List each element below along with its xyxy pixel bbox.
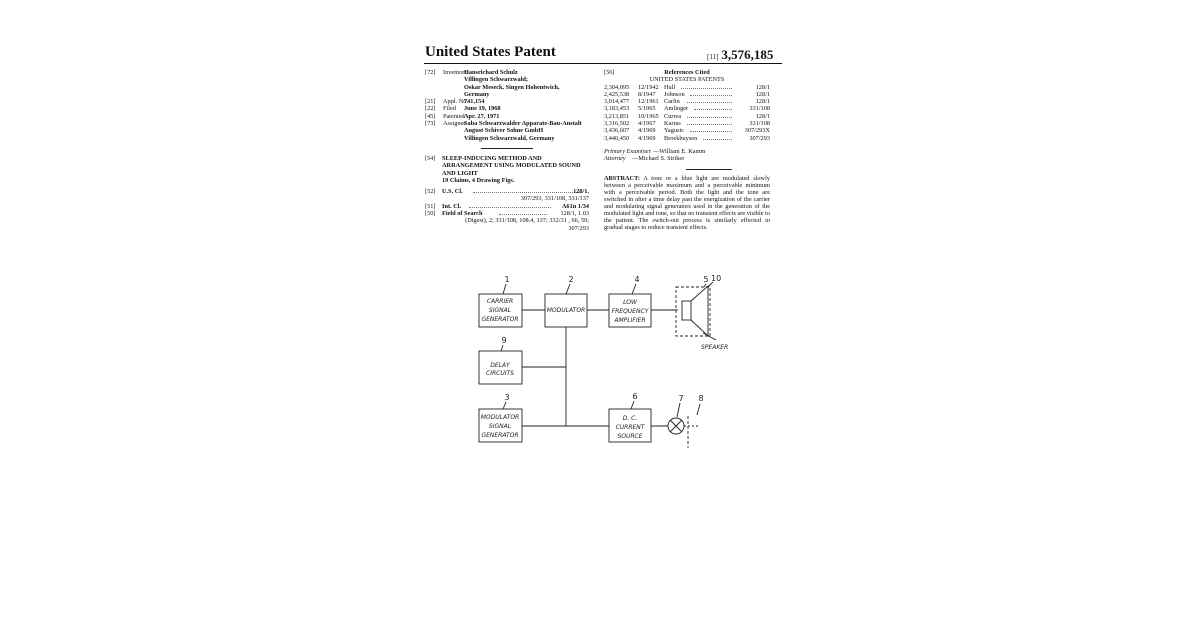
ref-numeral-2: 2 bbox=[568, 275, 574, 284]
intcl-label: Int. Cl. bbox=[442, 202, 462, 210]
carrier-signal-generator-label bbox=[481, 298, 518, 323]
inventors-label: Inventors bbox=[443, 69, 467, 76]
reference-name: Yagusic bbox=[664, 127, 685, 135]
search-label: Field of Search bbox=[442, 210, 483, 218]
inventor-line: Hansrichard Schulz bbox=[464, 69, 518, 76]
reference-number: 2,425,538 bbox=[604, 90, 630, 98]
ref-numeral-5: 5 bbox=[703, 275, 709, 284]
reference-name: Carlin bbox=[664, 98, 680, 106]
reference-class: 331/108 bbox=[749, 120, 770, 128]
reference-name: Broekhuysen bbox=[664, 134, 698, 142]
filed-value: June 19, 1968 bbox=[464, 105, 501, 113]
reference-name: Hull bbox=[664, 83, 676, 91]
intcl-code: [51] bbox=[425, 202, 436, 210]
reference-class: 128/1 bbox=[755, 90, 770, 98]
patent-title: United States Patent bbox=[425, 44, 556, 60]
assignee-line: Saba Schwarzwalder Apparate-Bau-Anstalt bbox=[464, 120, 582, 128]
dc-current-source-label bbox=[616, 415, 646, 440]
modulator-label: MODULATOR bbox=[546, 307, 586, 314]
low-frequency-amplifier-label bbox=[612, 299, 650, 324]
search-more: (Digest), 2; 331/108, 108.4, 137; 332/31 , 66, 50; bbox=[465, 217, 589, 225]
modulator-signal-generator-label bbox=[481, 414, 519, 439]
reference-name: Amlinger bbox=[664, 105, 689, 113]
reference-number: 3,440,450 bbox=[604, 134, 630, 142]
reference-class: 307/293 bbox=[749, 134, 770, 142]
block-label-line: FREQUENCY bbox=[611, 308, 649, 315]
leader-1 bbox=[503, 284, 506, 294]
leader-7 bbox=[677, 403, 680, 417]
attorney-label: Attorney bbox=[604, 155, 626, 163]
ref-numeral-7: 7 bbox=[678, 394, 684, 403]
block-label-line: CARRIER bbox=[486, 298, 514, 305]
block-label-line: SOURCE bbox=[617, 433, 643, 440]
filed-code: [22] bbox=[425, 105, 436, 113]
delay-circuits-label bbox=[486, 362, 514, 377]
block-label-line: D. C. bbox=[622, 415, 638, 422]
abstract-label: ABSTRACT: bbox=[604, 174, 640, 182]
inventor-line: Villingen Schwarzwald; bbox=[464, 76, 528, 84]
patent-number-code: [11] bbox=[707, 53, 719, 61]
refs-subtitle: UNITED STATES PATENTS bbox=[649, 76, 725, 84]
ref-numeral-3: 3 bbox=[504, 393, 510, 402]
reference-class: 331/108 bbox=[749, 105, 770, 113]
reference-date: 8/1947 bbox=[638, 90, 656, 98]
ref-numeral-4: 4 bbox=[634, 275, 640, 284]
assignee-code: [73] bbox=[425, 120, 436, 128]
invention-title-line: ARRANGEMENT USING MODULATED SOUND bbox=[442, 162, 581, 170]
reference-date: 10/1965 bbox=[638, 112, 659, 120]
reference-name: Karras bbox=[664, 120, 681, 128]
uscl-more: 307/293, 331/108, 331/137 bbox=[520, 195, 589, 203]
reference-date: 4/1969 bbox=[638, 127, 656, 135]
block-label-line: LOW bbox=[623, 299, 637, 306]
appl-value: 741,154 bbox=[464, 98, 485, 106]
leader-6 bbox=[631, 401, 634, 409]
patented-code: [45] bbox=[425, 112, 436, 120]
reference-name: Johnson bbox=[664, 90, 685, 98]
leader-3 bbox=[503, 402, 506, 409]
patented-value: Apr. 27, 1971 bbox=[464, 112, 500, 120]
appl-label: Appl. No. bbox=[443, 98, 469, 106]
examiner-name: —William E. Kamm bbox=[653, 147, 706, 155]
block-label-line: AMPLIFIER bbox=[614, 317, 646, 324]
speaker-label: SPEAKER bbox=[701, 344, 729, 351]
reference-date: 4/1969 bbox=[638, 134, 656, 142]
leader-5 bbox=[704, 284, 706, 287]
assignee-line: Villingen Schwarzwald, Germany bbox=[464, 134, 555, 142]
leader-2 bbox=[566, 284, 570, 294]
leader-8 bbox=[697, 404, 700, 415]
block-label-line: SIGNAL bbox=[488, 307, 512, 314]
reference-number: 3,316,502 bbox=[604, 120, 630, 128]
speaker-cone bbox=[691, 286, 708, 336]
block-label-line: GENERATOR bbox=[481, 432, 519, 439]
reference-date: 12/1961 bbox=[638, 98, 659, 106]
filed-label: Filed bbox=[443, 105, 456, 113]
leader-4 bbox=[632, 284, 636, 294]
reference-name: Currea bbox=[664, 112, 682, 120]
ref-numeral-9: 9 bbox=[501, 336, 507, 345]
ref-numeral-6: 6 bbox=[632, 392, 638, 401]
refs-code: [56] bbox=[604, 69, 615, 76]
ref-numeral-1: 1 bbox=[504, 275, 510, 284]
reference-date: 5/1965 bbox=[638, 105, 656, 113]
leader-9 bbox=[501, 345, 503, 351]
reference-class: 128/1 bbox=[755, 98, 770, 106]
reference-date: 12/1942 bbox=[638, 83, 659, 91]
uscl-code: [52] bbox=[425, 188, 436, 196]
reference-class: 307/293X bbox=[744, 127, 770, 135]
search-value: 128/1, 1.03 bbox=[560, 210, 589, 218]
block-label-line: MODULATOR bbox=[480, 414, 520, 421]
attorney-name: —Michael S. Striker bbox=[632, 155, 685, 163]
title-code: [54] bbox=[425, 154, 436, 162]
invention-title-line: AND LIGHT bbox=[442, 169, 478, 177]
reference-number: 3,014,477 bbox=[604, 98, 630, 106]
block-label-line: GENERATOR bbox=[481, 316, 519, 323]
reference-number: 3,183,453 bbox=[604, 105, 630, 113]
assignee-label: Assignee bbox=[443, 120, 467, 128]
claims-count: 19 Claims, 4 Drawing Figs. bbox=[442, 176, 515, 184]
ref-numeral-10: 10 bbox=[711, 274, 722, 283]
reference-number: 2,304,095 bbox=[604, 83, 630, 91]
speaker-leader bbox=[703, 333, 716, 340]
inventor-line: Oskar Meseck, Singen Hohentwich, bbox=[464, 83, 560, 91]
block-label-line: DELAY bbox=[490, 362, 510, 369]
block-label-line: SIGNAL bbox=[488, 423, 512, 430]
assignee-line: August Schiver Sohne GmbH bbox=[464, 127, 544, 135]
reference-number: 3,213,851 bbox=[604, 112, 630, 120]
search-more: 307/293 bbox=[568, 224, 589, 232]
inventor-line: Germany bbox=[464, 90, 490, 98]
patented-label: Patented bbox=[443, 112, 465, 120]
block-label-line: CURRENT bbox=[615, 424, 645, 431]
uscl-label: U.S. Cl. bbox=[442, 188, 463, 196]
intcl-value: A61n 1/34 bbox=[561, 202, 589, 210]
reference-number: 3,436,607 bbox=[604, 127, 630, 135]
search-code: [50] bbox=[425, 210, 436, 218]
abstract-text: A tone or a blue light are modulated slowly between a perceivable maximum and a perceivable minimum with a perceivable period. Both the light and the tone are switched in after a time delay past the energization of the carrier and modulating signal generators used in the generation of the modulated light and tone, so that no transient effects are visible to the patient. The switch-out process is similarly effected in gradual stages to reduce transient effects. bbox=[604, 174, 771, 232]
uscl-value: 128/1, bbox=[573, 188, 589, 196]
ref-numeral-8: 8 bbox=[698, 394, 704, 403]
speaker-magnet bbox=[682, 301, 691, 320]
invention-title-line: SLEEP-INDUCING METHOD AND bbox=[442, 154, 542, 162]
reference-class: 128/1 bbox=[755, 83, 770, 91]
speaker-enclosure bbox=[676, 287, 710, 336]
appl-code: [21] bbox=[425, 98, 436, 106]
examiner-label: Primary Examiner bbox=[604, 147, 652, 155]
reference-date: 4/1967 bbox=[638, 120, 656, 128]
reference-class: 128/1 bbox=[755, 112, 770, 120]
inventors-code: [72] bbox=[425, 69, 436, 76]
patent-number-value: 3,576,185 bbox=[721, 47, 774, 62]
block-label-line: CIRCUITS bbox=[486, 370, 514, 377]
refs-title: References Cited bbox=[664, 69, 710, 76]
